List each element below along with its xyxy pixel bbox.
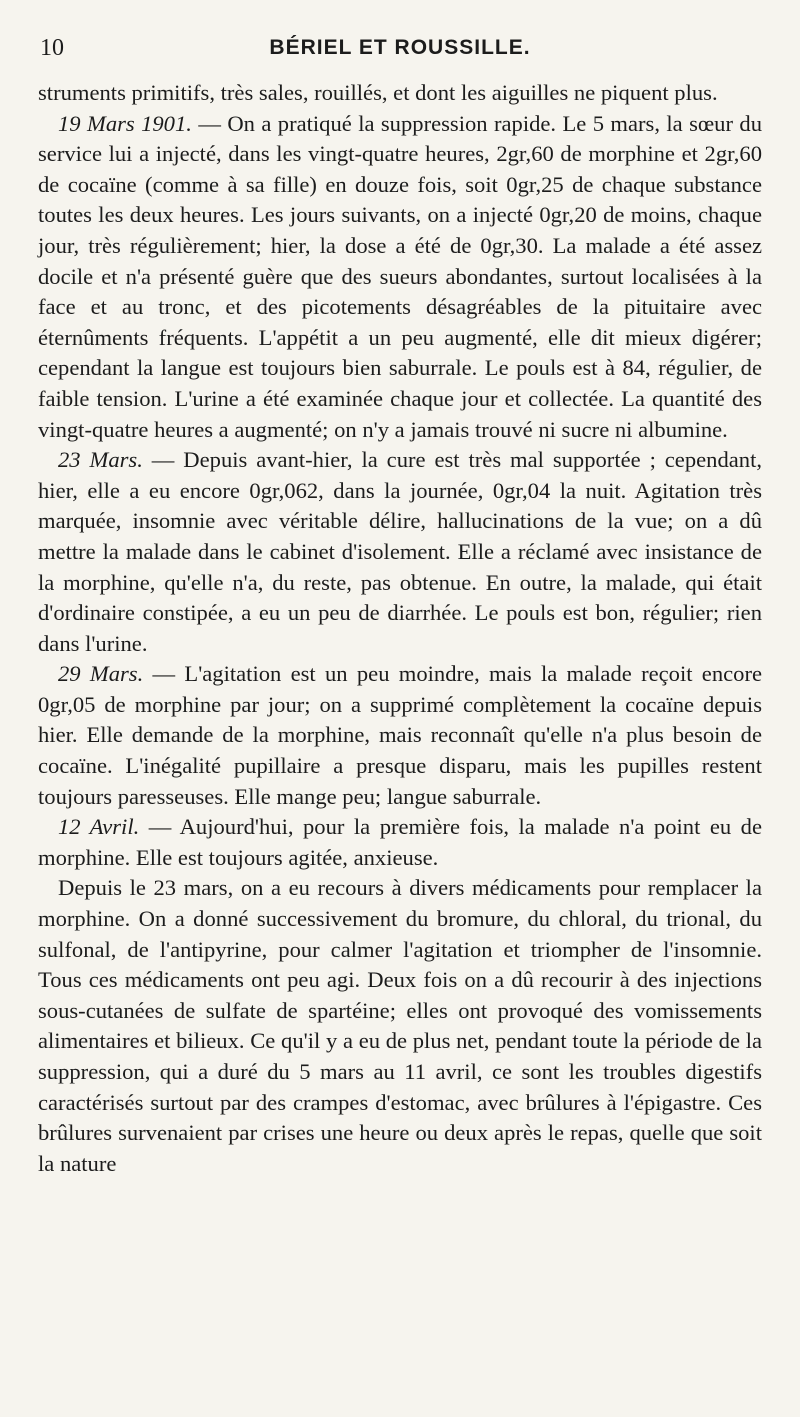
entry-date: 29 Mars. (58, 661, 144, 687)
entry-29-mars (38, 659, 762, 812)
entry-12-avril (38, 812, 762, 873)
paragraph-text: — L'agitation est un peu moindre, mais la malade reçoit encore 0gr,05 de morphine par jour; on a supprimé complètement la cocaïne depuis hier. Elle demande de la morphine, mais reconnaît qu'elle n'a plus besoin de cocaïne. L'inégalité pupillaire a presque disparu, mais les pupilles restent toujours paresseuses. Elle mange peu; langue saburrale. (38, 661, 762, 809)
paragraph-text: struments primitifs, très sales, rouillés, et dont les aiguilles ne piquent plus. (38, 80, 718, 105)
paragraph-text: — Depuis avant-hier, la cure est très mal supportée ; cependant, hier, elle a eu encore 0gr,062, dans la journée, 0gr,04 la nuit. Agitation très marquée, insomnie avec véritable délire, hallucinations de la vue; on a dû mettre la malade dans le cabinet d'isolement. Elle a réclamé avec insistance de la morphine, qu'elle n'a, du reste, pas obtenue. En outre, la malade, qui était d'ordinaire constipée, a eu un peu de diarrhée. Le pouls est bon, régulier; rien dans l'urine. (38, 447, 763, 656)
page-header (40, 30, 760, 66)
entry-date: 12 Avril. (58, 814, 140, 840)
entry-23-mars (38, 445, 762, 659)
entry-date: 19 Mars 1901. (58, 110, 192, 136)
running-head: BÉRIEL ET ROUSSILLE. (269, 36, 531, 59)
paragraph-continuation (38, 78, 762, 109)
entry-date: 23 Mars. (58, 447, 143, 473)
body-text (38, 78, 762, 1179)
paragraph-text: — Aujourd'hui, pour la première fois, la malade n'a point eu de morphine. Elle est toujours agitée, anxieuse. (38, 814, 762, 870)
paragraph-depuis-23-mars (38, 873, 762, 1179)
paragraph-text: Depuis le 23 mars, on a eu recours à divers médicaments pour remplacer la morphine. On a donné successivement du bromure, du chloral, du trional, du sulfonal, de l'antipyrine, pour calmer l'agitation et triompher de l'insomnie. Tous ces médicaments ont peu agi. Deux fois on a dû recourir à des injections sous-cutanées de sulfate de spartéine; elles ont provoqué des vomissements alimentaires et bilieux. Ce qu'il y a eu de plus net, pendant toute la période de la suppression, qui a duré du 5 mars au 11 avril, ce sont les troubles digestifs caractérisés surtout par des crampes d'estomac, avec brûlures à l'épigastre. Ces brûlures survenaient par crises une heure ou deux après le repas, quelle que soit la nature (38, 875, 762, 1176)
page-number: 10 (40, 35, 64, 61)
entry-19-mars (38, 109, 762, 446)
paragraph-text: — On a pratiqué la suppression rapide. Le 5 mars, la sœur du service lui a injecté, dans les vingt-quatre heures, 2gr,60 de morphine et 2gr,60 de cocaïne (comme à sa fille) en douze fois, soit 0gr,25 de chaque substance toutes les deux heures. Les jours suivants, on a injecté 0gr,20 de moins, chaque jour, très régulièrement; hier, la dose a été de 0gr,30. La malade a été assez docile et n'a présenté guère que des sueurs abondantes, surtout localisées à la face et au tronc, et des picotements désagréables de la pituitaire avec éternûments fréquents. L'appétit a un peu augmenté, elle dit mieux digérer; cependant la langue est toujours bien saburrale. Le pouls est à 84, régulier, de faible tension. L'urine a été examinée chaque jour et collectée. La quantité des vingt-quatre heures a augmenté; on n'y a jamais trouvé ni sucre ni albumine. (38, 110, 762, 442)
